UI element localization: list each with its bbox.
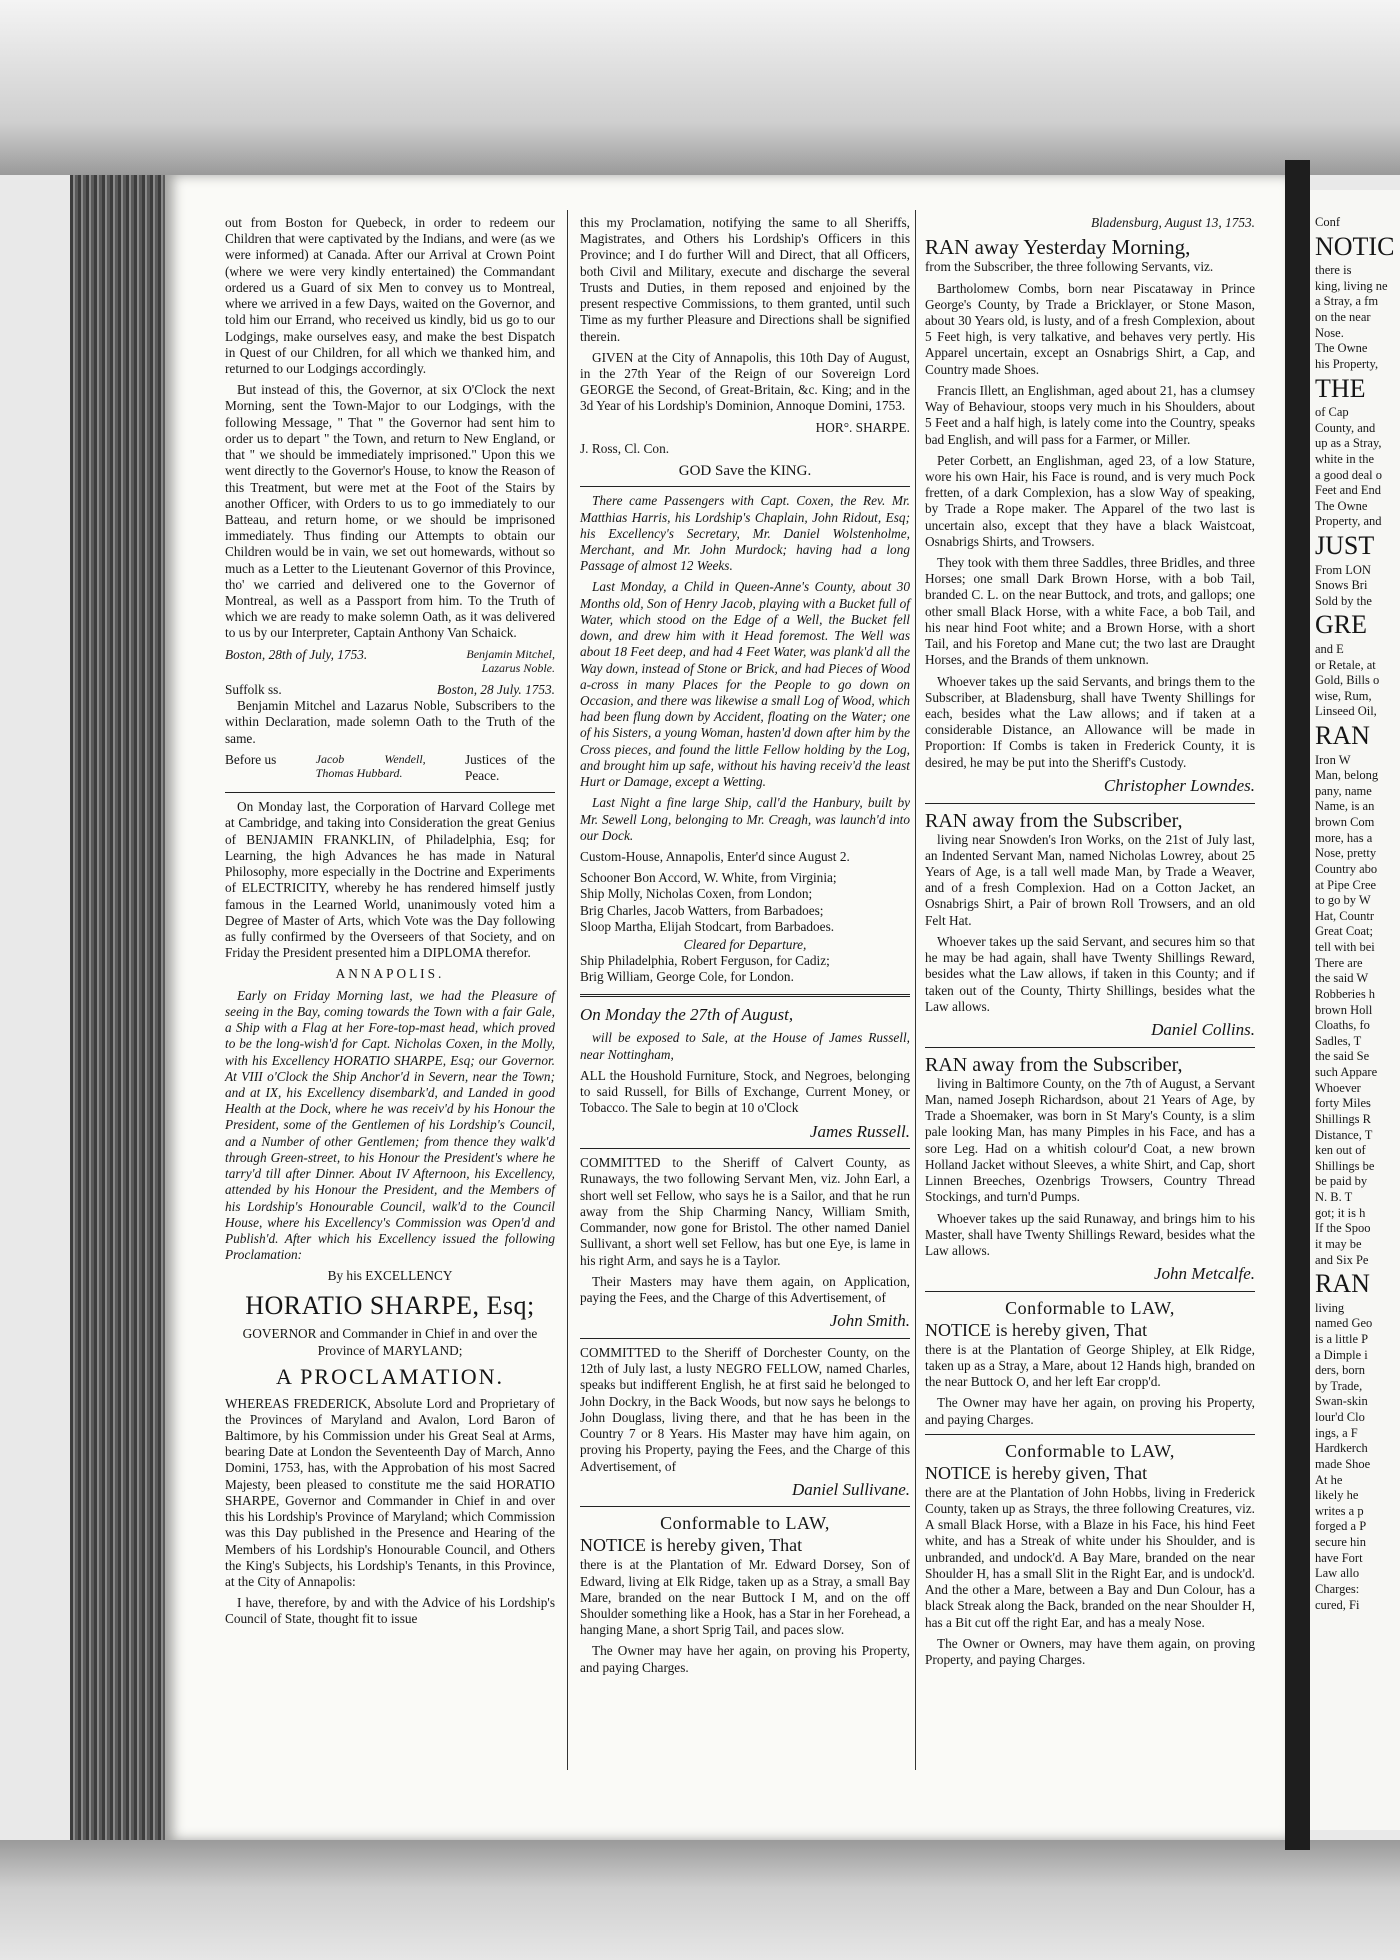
page-gutter [1285, 160, 1310, 1850]
divider [580, 994, 910, 997]
facing-page-line: Country abo [1315, 861, 1378, 876]
facing-page-line: forty Miles [1315, 1096, 1371, 1111]
facing-page-line: Robberies h [1315, 986, 1376, 1001]
runaway-text: living in Baltimore County, on the 7th of August, a Servant Man, named Joseph Richardson, about 21 Years of Age, by Trade a Shoemaker, was born in St Mary's County, is a slim pale looking Man, has many Pimples in his Face, and has a sore Leg. Had on a whitish colour'd Coat, a new brown Holland Jacket without Sleeves, a white Shirt, and Cap, short Linnen Breeches, Ozenbrigs Trowsers, Country Thread Stockings, and turn'd Pumps. [925, 1075, 1255, 1205]
god-save-the-king: GOD Save the KING. [678, 463, 812, 480]
facing-page-line: Shillings R [1315, 1111, 1371, 1126]
before-us-label: Before us [225, 751, 277, 767]
divider [580, 1338, 910, 1339]
runaway-heading: RAN away from the Subscriber, [925, 1053, 1183, 1076]
signature: Christopher Lowndes. [1103, 775, 1255, 795]
facing-page-line: and Six Pe [1315, 1252, 1369, 1267]
proclamation-heading: A PROCLAMATION. [275, 1363, 505, 1389]
facing-page-line: NOTIC [1315, 231, 1395, 261]
divider [580, 486, 910, 487]
cleared-item: Ship Philadelphia, Robert Ferguson, for Cadiz; [580, 953, 830, 969]
suffolk-row [225, 682, 555, 698]
sale-text: ALL the Houshold Furniture, Stock, and Negroes, belonging to said Russell, for Bills of Exchange, Current Money, or Tobacco. The Sale to begin at 10 o'Clock [580, 1067, 910, 1116]
runaway-text: Whoever takes up the said Servant, and secures him so that he may be had again, shall have Twenty Shillings Reward, besides what the Law allows, if taken in this County; and if taken out of the County, Thirty Shillings, besides what the Law allows. [925, 933, 1255, 1014]
committed-notice: Their Masters may have them again, on Application, paying the Fees, and the Charge of this Advertisement, of [580, 1273, 910, 1306]
facing-page-line: the said Se [1315, 1049, 1370, 1064]
dateline-row [225, 647, 555, 676]
notice-text: there are at the Plantation of John Hobbs, living in Frederick County, taken up as Strays, the three following Creatures, viz. A small Black Horse, with a Blaze in his Face, his hind Feet white, and has a Streak of white under his Shoulder, and is unbranded, and undock'd. A Bay Mare, branded on the near Shoulder H, has a small Slit in the Right Ear, and is undock'd. And the other a Mare, between a Bay and Dun Colour, has a black Streak along the Back, branded on the near Shoulder H, has a Bit cut off the right Ear, and has a mealy Nose. [925, 1484, 1255, 1630]
facing-page-line: Gold, Bills o [1315, 673, 1380, 688]
facing-page-line: RAN [1315, 1269, 1370, 1299]
facing-page-line: Feet and End [1315, 483, 1381, 498]
facing-page-line: likely he [1315, 1488, 1359, 1503]
proclamation-signature: HOR°. SHARPE. [815, 419, 910, 435]
book-binding [70, 175, 170, 1840]
cleared-item: Brig William, George Cole, for London. [580, 969, 794, 985]
notice-heading: NOTICE is hereby given, That [925, 1319, 1148, 1340]
divider [925, 1434, 1255, 1435]
facing-page-line: to go by W [1315, 893, 1371, 908]
committed-notice: COMMITTED to the Sheriff of Calvert County, as Runaways, the two following Servant Men, viz. John Earl, a short well set Fellow, who says he is a Sailor, and that he run away from the Ship Charming Nancy, William Smith, Commander, now gone for Bristol. The other named Daniel Sullivant, a short well set Fellow, has but one Eye, is lame in his right Arm, and says he is a Taylor. [580, 1155, 910, 1268]
runaway-text: Francis Illett, an Englishman, aged about 21, has a clumsey Way of Behaviour, stoops very much in his Shoulders, about 5 Feet and a half high, is lately come into the Country, speaks bad English, and will pass for a Farmer, or Miller. [925, 382, 1255, 447]
facing-page-line: brown Holl [1315, 1002, 1373, 1017]
facing-page-line: named Geo [1315, 1316, 1373, 1331]
facing-page-line: writes a p [1315, 1503, 1364, 1518]
clerk-name: J. Ross, Cl. Con. [580, 440, 670, 456]
facing-page-line: Nose. [1315, 325, 1344, 340]
facing-page-line: living [1315, 1300, 1345, 1315]
notice-text: The Owner may have her again, on proving his Property, and paying Charges. [925, 1395, 1255, 1427]
divider [925, 1047, 1255, 1048]
facing-page-line: cured, Fi [1315, 1597, 1360, 1612]
justices-names: Jacob Wendell, Thomas Hubbard. [315, 751, 426, 781]
notice-heading: NOTICE is hereby given, That [925, 1462, 1148, 1483]
scan-shadow-top [0, 0, 1400, 175]
facing-page-line: at Pipe Cree [1315, 877, 1377, 892]
facing-page-line: by Trade, [1315, 1378, 1363, 1393]
facing-page-line: Snows Bri [1315, 578, 1368, 593]
signers: Benjamin Mitchel, Lazarus Noble. [466, 646, 555, 676]
annapolis-heading: ANNAPOLIS. [335, 966, 445, 982]
facing-page-line: RAN [1315, 721, 1370, 750]
facing-page-line: Hat, Countr [1315, 908, 1375, 923]
facing-page-line: Name, is an [1315, 799, 1375, 814]
column-2 [580, 215, 910, 1681]
facing-page-line: Sold by the [1315, 593, 1372, 608]
annapolis-news: Early on Friday Morning last, we had the Pleasure of seeing in the Bay, coming towards the Town with a fair Gale, a Ship with a Flag at her Fore-top-mast head, which proved to be the long-wish'd for Capt. Nicholas Coxen, in the Molly, with his Excellency HORATIO SHARPE, Esq; our Governor. At VIII o'Clock the Ship Anchor'd in Severn, near the Town; and at IX, his Excellency disembark'd, and Landed in good Health at the Dock, where he was receiv'd by his Honour the President, some of the Gentlemen of his Lordship's Council, and a Number of other Gentlemen; from thence they walk'd through Green-street, to his Honour the President's where he tarry'd till after Dinner. About IV Afternoon, his Excellency, attended by his Honour the President, and the Members of his Lordship's Honourable Council, walk'd to the Council House, where his Excellency's Commission was Open'd and Publish'd. After which his Excellency issued the following Proclamation: [225, 987, 555, 1263]
facing-page-line: The Owne [1315, 498, 1368, 513]
facing-page-line: a Dimple i [1315, 1347, 1368, 1362]
facing-page-line: Law allo [1315, 1566, 1360, 1581]
divider [580, 1506, 910, 1507]
entered-item: Brig Charles, Jacob Watters, from Barbadoes; [580, 902, 824, 918]
facing-page-line: tell with bei [1315, 940, 1375, 954]
facing-page-line: be paid by [1315, 1174, 1368, 1189]
facing-page-line: There are [1315, 955, 1363, 970]
divider [925, 803, 1255, 804]
suffolk-date: Boston, 28 July. 1753. [436, 681, 555, 697]
facing-page-line: got; it is h [1315, 1205, 1366, 1220]
runaway-text: They took with them three Saddles, three Bridles, and three Horses; one small Dark Brown Horse, with a bob Tail, branded C. L. on the near Buttock, and trots, and gallops; one other small Black Horse, with a white Face, a bob Tail, and his near hind Foot white; and a Brown Horse, with a short Tail, and his Foretop and Mane cut; the two last are Draught Horses, and the Brands of them unknown. [925, 555, 1255, 668]
facing-page-line: Nose, pretty [1315, 846, 1377, 861]
notice-heading: NOTICE is hereby given, That [580, 1535, 803, 1556]
cleared-heading: Cleared for Departure, [683, 937, 807, 953]
facing-page-line: Iron W [1315, 752, 1351, 767]
facing-page-line: pany, name [1315, 783, 1372, 798]
facing-page-line: Charges: [1315, 1581, 1360, 1596]
conformable-heading: Conformable to LAW, [660, 1513, 830, 1534]
proclamation-continued: this my Proclamation, notifying the same to all Sheriffs, Magistrates, and Others his Lordship's Officers in this Province; and I do further Will and Direct, that all Officers, both Civil and Military, execute and discharge the several Trusts and Duties, in them reposed and enjoined by the present respective Commissions, to them granted, until such Time as my further Pleasure and Directions shall be signified therein. [580, 215, 910, 344]
facing-page-line: or Retale, at [1315, 657, 1376, 672]
sale-subheading: will be exposed to Sale, at the House of James Russell, near Nottingham, [580, 1030, 910, 1062]
facing-page-line: Distance, T [1315, 1127, 1373, 1142]
notice-text: The Owner may have her again, on proving his Property, and paying Charges. [580, 1643, 910, 1675]
justices-title: Justices of the Peace. [464, 751, 555, 784]
conformable-heading: Conformable to LAW, [1005, 1297, 1175, 1318]
facing-page-line: brown Com [1315, 815, 1375, 829]
facing-page-line: THE [1315, 373, 1366, 403]
facing-page-line: there is [1315, 263, 1352, 278]
governor-title: GOVERNOR and Commander in Chief in and over the Province of MARYLAND; [242, 1326, 538, 1358]
proclamation-text: I have, therefore, by and with the Advice of his Lordship's Council of State, thought fit to issue [225, 1595, 555, 1627]
notice-text: there is at the Plantation of George Shipley, at Elk Ridge, taken up as a Stray, a Mare, about 12 Hands high, branded on the near Buttock O, and her left Ear cropp'd. [925, 1341, 1255, 1390]
facing-page-line: From LON [1315, 562, 1371, 577]
column-3 [925, 215, 1255, 1673]
facing-page-line: forged a P [1315, 1519, 1367, 1534]
facing-page-line: If the Spoo [1315, 1221, 1371, 1236]
facing-page-line: king, living ne [1315, 278, 1388, 293]
facing-page-line: Cloaths, fo [1315, 1018, 1370, 1033]
justices-row [225, 752, 555, 784]
governor-name: HORATIO SHARPE, Esq; [245, 1290, 535, 1320]
passengers-news: There came Passengers with Capt. Coxen, the Rev. Mr. Matthias Harris, his Lordship's Chaplain, John Ridout, Esq; his Excellency's Secretary, Mr. Daniel Wolstenholme, Merchant, and Mr. John Murdock; having had a long Passage of almost 12 Weeks. [580, 493, 910, 574]
sale-heading: On Monday the 27th of August, [580, 1004, 794, 1024]
facing-page-line: JUST [1315, 531, 1375, 560]
facing-page-line: Conf [1315, 215, 1340, 229]
facing-page-line: a Stray, a fm [1315, 294, 1379, 309]
facing-page-line: his Property, [1315, 356, 1379, 371]
runaway-text: Whoever takes up the said Runaway, and brings him to his Master, shall have Twenty Shillings Reward, besides what the Law allows. [925, 1210, 1255, 1258]
ship-news: Last Night a fine large Ship, call'd the Hanbury, built by Mr. Sewell Long, belonging to Mr. Creagh, was launch'd into our Dock. [580, 795, 910, 843]
notice-text: The Owner or Owners, may have them again, on proving Property, and paying Charges. [925, 1635, 1255, 1667]
facing-page-line: such Appare [1315, 1065, 1378, 1079]
facing-page-line: County, and [1315, 420, 1376, 435]
suffolk-label: Suffolk ss. [225, 681, 282, 697]
oath-text: Benjamin Mitchel and Lazarus Noble, Subscribers to the within Declaration, made solemn Oath to the Truth of the same. [225, 698, 555, 746]
signature: John Smith. [829, 1311, 910, 1331]
proclamation-text: WHEREAS FREDERICK, Absolute Lord and Proprietary of the Provinces of Maryland and Avalon, Lord Baron of Baltimore, by his Commission under his Great Seal at Arms, bearing Date at London the Seventeenth Day of March, Anno Domini, 1753, has, with the Approbation of his most Sacred Majesty, been pleased to constitute me the said HORATIO SHARPE, Governor and Commander in Chief in and over this his Lordship's Province of Maryland; which Commission was this Day published in the Presence and Hearing of the Members of his Lordship's Honourable Council, and Others the King's Subjects, his Lordship's Tenants, in this Province, at the City of Annapolis: [225, 1395, 555, 1589]
facing-page-line: lour'd Clo [1315, 1410, 1365, 1424]
letter-text: out from Boston for Quebeck, in order to redeem our Children that were captivated by the Indians, and were (as we were informed) at Canada. After our Arrival at Crown Point (where we were very kindly entertained) the Commandant ordered us a Guard of six Men to convey us to Montreal, where we arrived in a few Days, waited on the Governor, and told him our Errand, who received us kindly, bid us go to our Lodgings, make ourselves easy, and make the best Dispatch in Quest of our Children, for all which we thanked him, and returned to our Lodgings accordingly. [225, 215, 555, 376]
committed-notice: COMMITTED to the Sheriff of Dorchester County, on the 12th of July last, a lusty NEGRO FELLOW, named Charles, speaks but indifferent English, he at first said he belonged to John Dockry, in the Back Woods, but now says he belongs to John Douglass, living there, and that he has been in the Country 7 or 8 Years. His Master may have him again, on proving his Property, paying the Fees, and the Charge of this Advertisement, of [580, 1344, 910, 1474]
facing-page-line: Man, belong [1315, 768, 1379, 783]
facing-page-line: Sadles, T [1315, 1033, 1362, 1048]
facing-page-line: white in the [1315, 451, 1375, 466]
column-rule [915, 210, 916, 1770]
facing-page-line: ken out of [1315, 1143, 1366, 1158]
facing-page-line: Whoever [1315, 1080, 1361, 1095]
facing-page-line: of Cap [1315, 405, 1349, 419]
facing-page-line: on the near [1315, 310, 1371, 324]
runaway-text: living near Snowden's Iron Works, on the 21st of July last, an Indented Servant Man, named Nicholas Lowrey, about 25 Years of Age, is a tall well made Man, by Trade a Weaver, and of a fresh Complexion. Had on a Cotton Jacket, an Osnabrigs Shirt, a Pair of brown Roll Trowsers, and an old Felt Hat. [925, 831, 1255, 928]
facing-page-line: wise, Rum, [1315, 688, 1372, 703]
signature: John Metcalfe. [1153, 1264, 1255, 1284]
column-rule [567, 210, 568, 1770]
facing-page-line: the said W [1315, 971, 1369, 986]
conformable-heading: Conformable to LAW, [1005, 1440, 1175, 1461]
proclamation-given: GIVEN at the City of Annapolis, this 10th Day of August, in the 27th Year of the Reign of our Sovereign Lord GEORGE the Second, of Great-Britain, &c. King; and in the 3d Year of his Lordship's Dominion, Annoque Domini, 1753. [580, 349, 910, 414]
facing-page-line: ings, a F [1315, 1425, 1358, 1440]
facing-page-line: Linseed Oil, [1315, 704, 1377, 719]
divider [580, 1148, 910, 1149]
facing-page-line: is a little P [1315, 1331, 1369, 1346]
by-his-excellency: By his EXCELLENCY [327, 1268, 453, 1284]
runaway-heading: RAN away from the Subscriber, [925, 809, 1183, 832]
facing-page-line: have Fort [1315, 1550, 1363, 1565]
facing-page-line: it may be [1315, 1236, 1362, 1251]
cleared-list [580, 953, 910, 985]
scan-shadow-bottom [0, 1840, 1400, 1960]
facing-page-line: Property, and [1315, 514, 1382, 529]
facing-page-text [1315, 215, 1400, 1613]
facing-page-line: and E [1315, 641, 1344, 656]
column-1 [225, 215, 555, 1633]
facing-page-line: The Owne [1315, 341, 1368, 356]
runaway-text: Bartholomew Combs, born near Piscataway in Prince George's County, by Trade a Bricklayer, or Stone Mason, about 30 Years old, is lusty, and of a fresh Complexion, about 5 Feet high, is very talkative, and behaves very pertly. His Apparel uncertain, except an Osnabrigs Shirt, a Cap, and Country made Shoes. [925, 280, 1255, 377]
signature: Daniel Collins. [1151, 1020, 1255, 1040]
facing-page-line: Shillings be [1315, 1158, 1375, 1173]
notice-text: there is at the Plantation of Mr. Edward Dorsey, Son of Edward, living at Elk Ridge, taken up as a Stray, a small Bay Mare, branded on the near Buttock I M, and on the off Shoulder something like a Hook, has a Star in her Forehead, a hanging Mane, a short Sprig Tail, and paces slow. [580, 1557, 910, 1638]
runaway-heading: RAN away Yesterday Morning, [925, 235, 1191, 260]
entered-item: Ship Molly, Nicholas Coxen, from London; [580, 886, 813, 902]
letter-text: But instead of this, the Governor, at six O'Clock the next Morning, sent the Town-Major to our Lodgings, with the following Message, " That " the Governor had sent him to order us to depart " the Town, and return to New England, or that " we should be immediately imprisoned." Upon this we went directly to the Governor's House, to know the Reason of this Treatment, but were met at the Foot of the Stairs by another Officer, with Orders to us to go immediately to our Batteau, and return home, or we should be imprisoned immediately. Thus finding our Attempts to obtain our Children would be in vain, we set out homewards, without so much as a Letter to the Lieutenant Governor of this Province, tho' we carried and delivered one to the Governor of Montreal, as well as a Passport from him. To the Truth of which we are ready to make solemn Oath, as it was delivered to us by our Interpreter, Captain Anthony Van Schaick. [225, 382, 555, 641]
divider [225, 792, 555, 793]
facing-page-line: At he [1315, 1472, 1343, 1487]
facing-page-line: Great Coat; [1315, 924, 1373, 939]
entered-list [580, 870, 910, 935]
facing-page-line: more, has a [1315, 830, 1373, 845]
facing-page-line: Hardkerch [1315, 1441, 1368, 1456]
dateline: Bladensburg, August 13, 1753. [1091, 215, 1255, 230]
child-news: Last Monday, a Child in Queen-Anne's County, about 30 Months old, Son of Henry Jacob, playing with a Bucket full of Water, which stood on the Edge of a Well, the Bucket fell down, and drew him with it Head foremost. The Well was about 18 Feet deep, and had 4 Feet Water, was plank'd all the Way down, instead of Stone or Brick, and had Pieces of Wood a-cross in many Places for the People to go down on Occasion, and there was likewise a small Log of Wood, which had been flung down by Accident, floating on the Water; one of his Sisters, a young Woman, hasten'd down after him by the Cross pieces, and found the little Fellow holding by the Log, and brought him up safe, without his having receiv'd the least Hurt or Damage, except a Wetting. [580, 579, 910, 790]
facing-page-line: Swan-skin [1315, 1394, 1368, 1409]
facing-page-line: secure hin [1315, 1535, 1367, 1549]
runaway-subheading: from the Subscriber, the three following Servants, viz. [925, 259, 1214, 275]
facing-page-line: a good deal o [1315, 467, 1382, 482]
facing-page-line: ders, born [1315, 1363, 1365, 1378]
signature: James Russell. [809, 1121, 910, 1141]
facing-page-line: made Shoe [1315, 1456, 1371, 1471]
entered-item: Sloop Martha, Elijah Stodcart, from Barbadoes. [580, 918, 835, 934]
facing-page-line: N. B. T [1315, 1190, 1353, 1204]
signature: Daniel Sullivane. [791, 1479, 910, 1499]
dateline: Boston, 28th of July, 1753. [225, 646, 368, 662]
facing-page-line: GRE [1315, 610, 1367, 640]
harvard-news: On Monday last, the Corporation of Harvard College met at Cambridge, and taking into Consideration the great Genius of BENJAMIN FRANKLIN, of Philadelphia, Esq; for Learning, the high Advances he has made in Natural Philosophy, more especially in the Doctrine and Experiments of ELECTRICITY, whereby he has rendered himself justly famous in the Learned World, unanimously voted him a Degree of Master of Arts, which Vote was the Day following as fully confirmed by the Overseers of that Society, and on Friday the President presented him a DIPLOMA therefor. [225, 799, 555, 961]
custom-house-heading: Custom-House, Annapolis, Enter'd since August 2. [580, 848, 850, 864]
entered-item: Schooner Bon Accord, W. White, from Virginia; [580, 870, 837, 886]
runaway-text: Peter Corbett, an Englishman, aged 23, of a low Stature, wore his own Hair, his Face is round, and is very much Pock fretten, of a dark Complexion, has a slow Way of speaking, by Trade a Rope maker. The Apparel of the two last is uncertain also, except that they have a black Waistcoat, Osnabrigs Shirts, and Trowsers. [925, 452, 1255, 549]
facing-page-line: up as a Stray, [1315, 436, 1382, 451]
runaway-text: Whoever takes up the said Servants, and brings them to the Subscriber, at Bladensburg, shall have Twenty Shillings for each, besides what the Law allows; and if taken at a considerable Distance, an Allowance will be made in Proportion: If Combs is taken in Frederick County, it is desired, he may be put into the Sheriff's Custody. [925, 673, 1255, 770]
divider [925, 1291, 1255, 1292]
